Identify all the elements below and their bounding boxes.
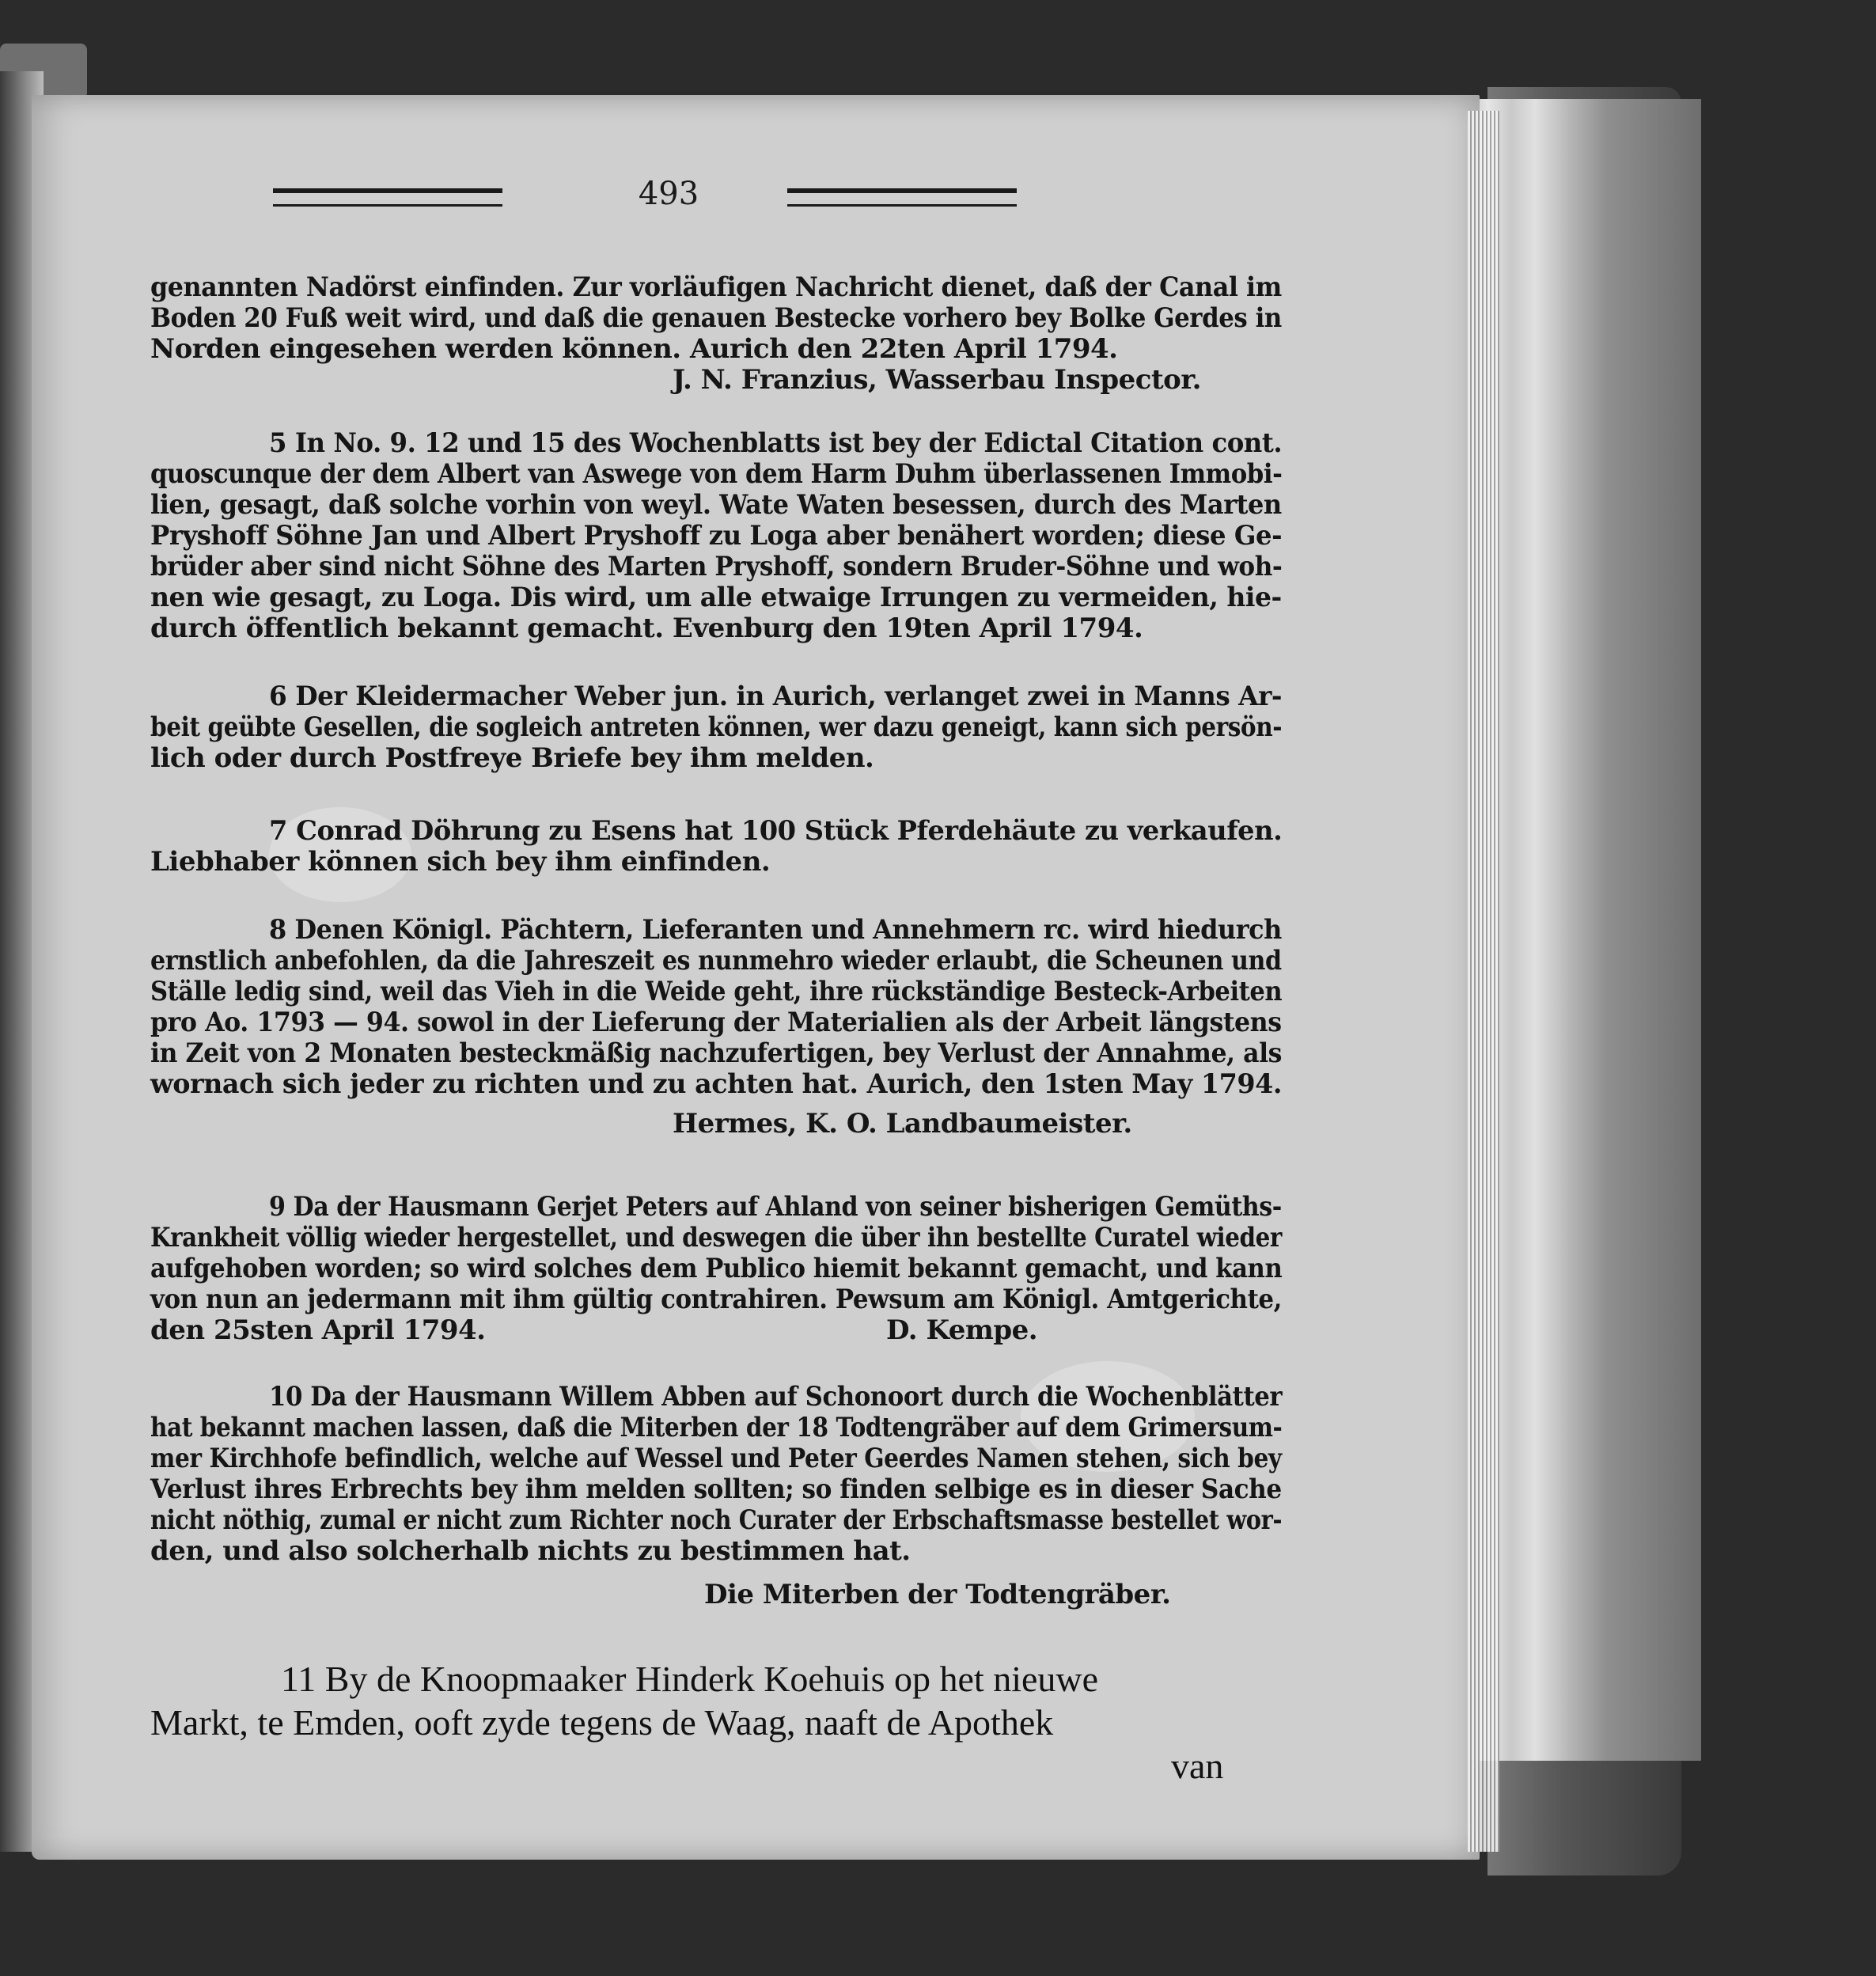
text-line: aufgehoben worden; so wird solches dem Publico hiemit bekannt gemacht, und kann — [150, 1253, 1283, 1284]
text-line: 10 Da der Hausmann Willem Abben auf Schonoort durch die Wochenblätter — [269, 1381, 1283, 1413]
text-line-roman: Markt, te Emden, ooft zyde tegens de Waag, naaft de Apothek — [150, 1702, 1054, 1743]
text-line: in Zeit von 2 Monaten besteckmäßig nachzufertigen, bey Verlust der Annahme, als — [150, 1037, 1282, 1069]
text-line: wornach sich jeder zu richten und zu achten hat. Aurich, den 1sten May 1794. — [150, 1068, 1283, 1100]
text-line: Liebhaber können sich bey ihm einfinden. — [150, 846, 771, 878]
text-line: nicht nöthig, zumal er nicht zum Richter noch Curater der Erbschaftsmasse bestellet wor- — [150, 1504, 1283, 1536]
signature-line: Die Miterben der Todtengräber. — [704, 1579, 1171, 1610]
text-line: Krankheit völlig wieder hergestellet, und deswegen die über ihn bestellte Curatel wieder — [150, 1222, 1282, 1253]
text-line: ernstlich anbefohlen, da die Jahreszeit es nunmehro wieder erlaubt, die Scheunen und — [150, 945, 1282, 977]
signature-line: Hermes, K. O. Landbaumeister. — [673, 1108, 1132, 1140]
text-line: nen wie gesagt, zu Loga. Dis wird, um alle etwaige Irrungen zu vermeiden, hie- — [150, 582, 1282, 613]
text-line: Ställe ledig sind, weil das Vieh in die Weide geht, ihre rückständige Besteck-Arbeiten — [150, 976, 1283, 1007]
page-body — [150, 162, 1283, 1786]
signature-line: J. N. Franzius, Wasserbau Inspector. — [673, 364, 1201, 396]
text-line: 5 In No. 9. 12 und 15 des Wochenblatts ist bey der Edictal Citation cont. — [269, 427, 1283, 459]
signature-line: D. Kempe. — [886, 1314, 1038, 1346]
text-line: brüder aber sind nicht Söhne des Marten Pryshoff, sondern Bruder-Söhne und woh- — [150, 551, 1283, 582]
text-line: 9 Da der Hausmann Gerjet Peters auf Ahland von seiner bisherigen Gemüths- — [269, 1191, 1282, 1223]
text-line: 7 Conrad Döhrung zu Esens hat 100 Stück Pferdehäute zu verkaufen. — [269, 815, 1283, 847]
page-stack — [1464, 99, 1701, 1761]
text-line: mer Kirchhofe befindlich, welche auf Wessel und Peter Geerdes Namen stehen, sich bey — [150, 1443, 1282, 1474]
text-line: den, und also solcherhalb nichts zu bestimmen hat. — [150, 1535, 911, 1567]
text-line: Boden 20 Fuß weit wird, und daß die genauen Bestecke vorhero bey Bolke Gerdes in — [150, 302, 1282, 334]
text-line: pro Ao. 1793 — 94. sowol in der Lieferung der Materialien als der Arbeit längstens — [150, 1007, 1282, 1038]
text-line: genannten Nadörst einfinden. Zur vorläufigen Nachricht dienet, daß der Canal im — [150, 271, 1282, 303]
text-line: Verlust ihres Erbrechts bey ihm melden sollten; so finden selbige es in dieser Sache — [150, 1473, 1282, 1505]
text-line: durch öffentlich bekannt gemacht. Evenburg den 19ten April 1794. — [150, 613, 1143, 644]
text-line-roman: 11 By de Knoopmaaker Hinderk Koehuis op het nieuwe — [281, 1659, 1099, 1699]
text-line: quoscunque der dem Albert van Aswege von dem Harm Duhm überlassenen Immobi- — [150, 458, 1283, 490]
text-line: beit geübte Gesellen, die sogleich antreten können, wer dazu geneigt, kann sich persön- — [150, 711, 1283, 743]
text-line: von nun an jedermann mit ihm gültig contrahiren. Pewsum am Königl. Amtgerichte, — [150, 1284, 1282, 1315]
text-line: lich oder durch Postfreye Briefe bey ihm melden. — [150, 742, 874, 774]
text-line: 8 Denen Königl. Pächtern, Lieferanten und Annehmern rc. wird hiedurch — [269, 914, 1282, 946]
text-line: lien, gesagt, daß solche vorhin von weyl. Wate Waten besessen, durch des Marten — [150, 489, 1282, 521]
page-number: 493 — [638, 176, 699, 212]
text-line: 6 Der Kleidermacher Weber jun. in Aurich, verlanget zwei in Manns Ar- — [269, 681, 1282, 712]
text-line: den 25sten April 1794. — [150, 1314, 486, 1346]
catchword: van — [1171, 1746, 1224, 1786]
text-line: Norden eingesehen werden können. Aurich den 22ten April 1794. — [150, 333, 1118, 365]
text-line: hat bekannt machen lassen, daß die Miterben der 18 Todtengräber auf dem Grimersum- — [150, 1412, 1283, 1443]
page-edges — [1468, 111, 1499, 1852]
text-line: Pryshoff Söhne Jan und Albert Pryshoff zu Loga aber benähert worden; diese Ge- — [150, 520, 1283, 552]
